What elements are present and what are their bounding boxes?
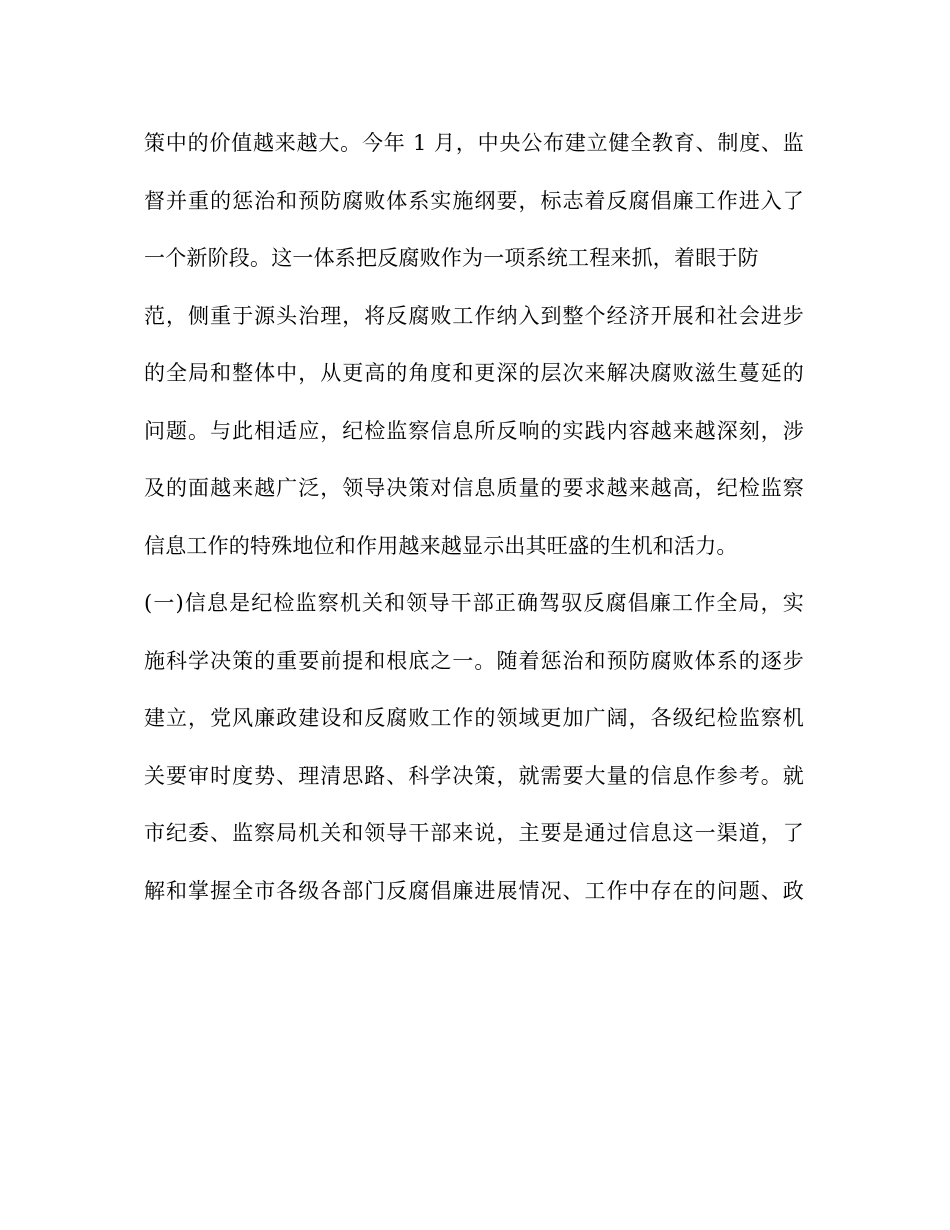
text-line: 关要审时度势、理清思路、科学决策，就需要大量的信息作参考。就 — [144, 763, 804, 788]
text-line: 解和掌握全市各级各部门反腐倡廉进展情况、工作中存在的问题、政 — [144, 878, 804, 903]
text-line: 督并重的惩治和预防腐败体系实施纲要，标志着反腐倡廉工作进入了 — [144, 188, 804, 213]
text-line: 的全局和整体中，从更高的角度和更深的层次来解决腐败滋生蔓延的 — [144, 361, 804, 385]
text-line: 市纪委、监察局机关和领导干部来说，主要是通过信息这一渠道，了 — [144, 821, 804, 845]
text-line: 问题。与此相适应，纪检监察信息所反响的实践内容越来越深刻，涉 — [144, 418, 804, 443]
text-line: 范，侧重于源头治理，将反腐败工作纳入到整个经济开展和社会进步 — [144, 303, 804, 328]
text-line: 信息工作的特殊地位和作用越来越显示出其旺盛的生机和活力。 — [144, 533, 738, 558]
text-line: 施科学决策的重要前提和根底之一。随着惩治和预防腐败体系的逐步 — [144, 648, 804, 673]
text-line: 建立，党风廉政建设和反腐败工作的领域更加广阔，各级纪检监察机 — [144, 706, 804, 730]
text-line: 策中的价值越来越大。今年 1 月，中央公布建立健全教育、制度、监 — [144, 131, 804, 155]
text-line: 一个新阶段。这一体系把反腐败作为一项系统工程来抓，着眼于防 — [144, 246, 759, 270]
body-text — [144, 124, 804, 929]
text-line: 及的面越来越广泛，领导决策对信息质量的要求越来越高，纪检监察 — [144, 476, 804, 500]
text-line: (一)信息是纪检监察机关和领导干部正确驾驭反腐倡廉工作全局，实 — [144, 591, 804, 615]
